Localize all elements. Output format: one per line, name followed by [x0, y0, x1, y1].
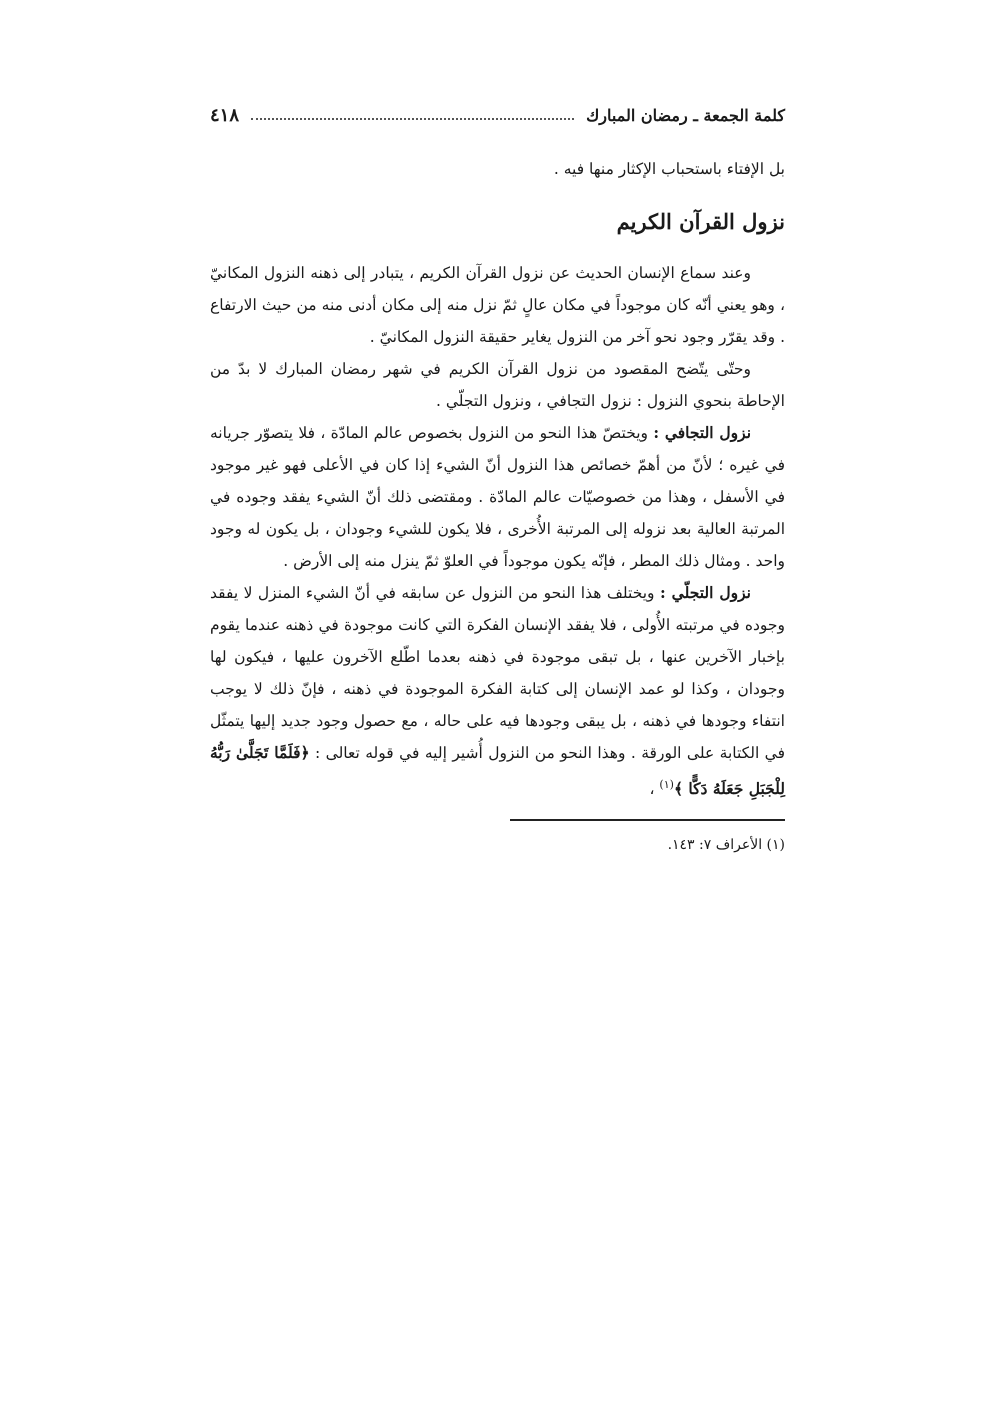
paragraph-4-body: ويختلف هذا النحو من النزول عن سابقه في أنّ الشيء المنزل لا يفقد وجوده في مرتبته الأُولى ، فلا يفقد الإنسان الفكرة التي كانت موجودة في ذهنه عندما يقوم بإخبار الآخرين عنها ، بل تبقى موجودة في ذهنه بعدما اطّلع الآخرون عليها ، فيكون لها وجودان ، وكذا لو عمد الإنسان إلى كتابة الفكرة الموجودة في ذهنه ، فإنّ ذلك لا يوجب انتفاء وجودها في ذهنه ، بل يبقى وجودها فيه على حاله ، مع حصول وجود جديد إليها يتمثّل في الكتابة على الورقة . وهذا النحو من النزول أُشير إليه في قوله تعالى :	[210, 584, 785, 762]
quran-verse: ﴿فَلَمَّا تَجَلَّىٰ رَبُّهُ لِلْجَبَلِ جَعَلَهُ دَكًّا ﴾	[210, 743, 785, 799]
header-dotted-leader	[251, 118, 574, 120]
paragraph-2: وحتّى يتّضح المقصود من نزول القرآن الكريم في شهر رمضان المبارك لا بدّ من الإحاطة بنحوي النزول : نزول التجافي ، ونزول التجلّي .	[210, 360, 785, 410]
term-tajalli: نزول التجلّي :	[660, 583, 751, 602]
section-title: نزول القرآن الكريم	[616, 209, 785, 234]
document-page	[210, 95, 785, 857]
footnote-marker: (١)	[659, 778, 674, 791]
paragraph-1: وعند سماع الإنسان الحديث عن نزول القرآن الكريم ، يتبادر إلى ذهنه النزول المكانيّ ، وهو يعني أنّه كان موجوداً في مكان عالٍ ثمّ نزل منه إلى مكان أدنى منه من حيث الارتفاع . وقد يقرّر وجود نحو آخر من النزول يغاير حقيقة النزول المكانيّ .	[210, 264, 785, 346]
paragraph-3-body: ويختصّ هذا النحو من النزول بخصوص عالم المادّة ، فلا يتصوّر جريانه في غيره ؛ لأنّ من أهمّ خصائص هذا النزول أنّ الشيء إذا كان في الأعلى فهو غير موجود في الأسفل ، وهذا من خصوصيّات عالم المادّة . ومقتضى ذلك أنّ الشيء يفقد وجوده في المرتبة العالية بعد نزوله إلى المرتبة الأُخرى ، فلا يكون للشيء وجودان ، بل يكون له وجود واحد . ومثال ذلك المطر ، فإنّه يكون موجوداً في العلوّ ثمّ ينزل منه إلى الأرض .	[210, 424, 785, 570]
intro-line: بل الإفتاء باستحباب الإكثار منها فيه .	[553, 160, 785, 178]
footnote: (١) الأعراف ٧: ١٤٣.	[667, 837, 785, 854]
page-number: ٤١٨	[210, 104, 240, 126]
paragraph-4	[210, 577, 785, 805]
running-header	[210, 95, 785, 135]
term-tajafi: نزول التجافي :	[653, 423, 752, 442]
footnote-separator	[510, 819, 785, 821]
paragraph-4-end: ،	[649, 780, 655, 799]
paragraph-3	[210, 417, 785, 577]
header-title: كلمة الجمعة ـ رمضان المبارك	[586, 105, 785, 125]
